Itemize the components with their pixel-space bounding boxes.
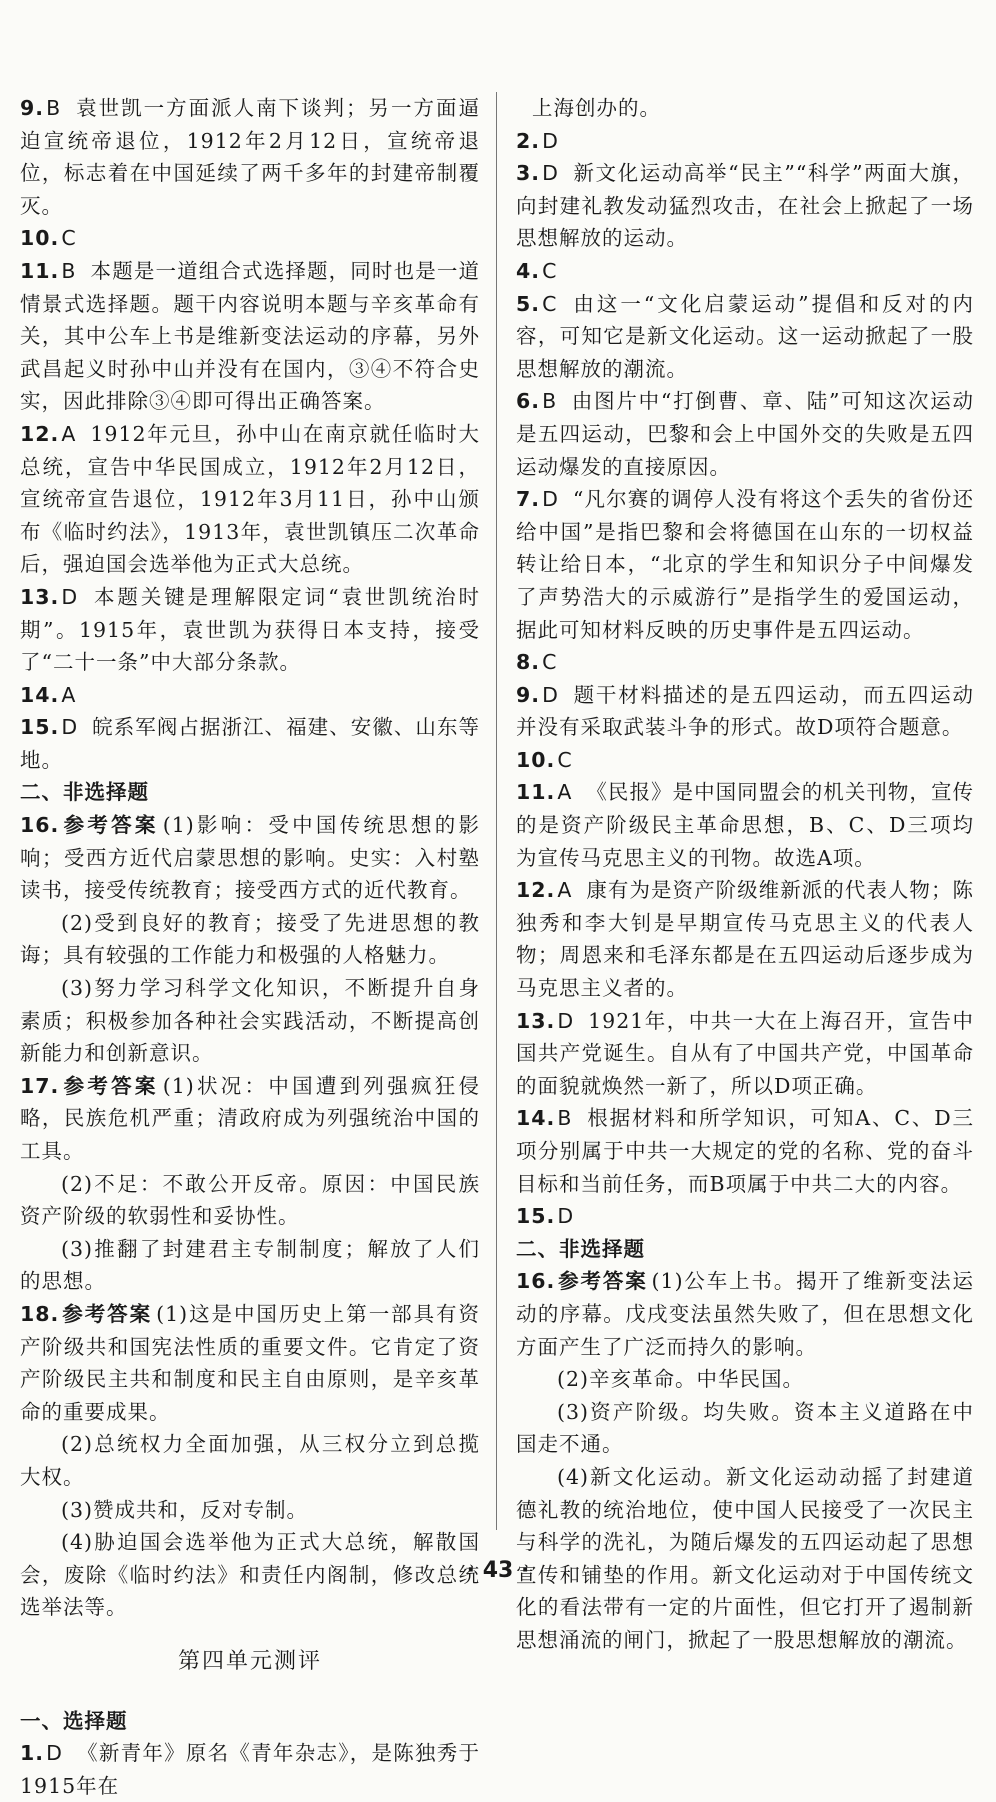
answer-entry	[20, 581, 480, 679]
answer-part: (2)总统权力全面加强，从三权分立到总揽大权。	[20, 1432, 480, 1489]
question-number: 15.	[20, 715, 60, 740]
answer-part: (3)努力学习科学文化知识，不断提升自身素质；积极参加各种社会实践活动，不断提高创新能力和创新意识。	[20, 976, 480, 1066]
answer-entry	[516, 92, 974, 125]
right-answer-list	[516, 92, 974, 1233]
answer-part: (4)胁迫国会选举他为正式大总统，解散国会，废除《临时约法》和责任内阁制，修改总统选举法等。	[20, 1530, 480, 1620]
answer-tag: 参考答案	[61, 1301, 153, 1326]
answer-entry	[516, 874, 974, 1004]
answer-text: (1)影响：受中国传统思想的影响；受西方近代启蒙思想的影响。史实：入村塾读书，接受传统教育；接受西方式的近代教育。	[20, 813, 481, 903]
answer-entry	[20, 418, 480, 581]
answer-letter: D	[542, 161, 559, 186]
column-divider	[496, 92, 497, 1530]
answer-part: (2)不足：不敢公开反帝。原因：中国民族资产阶级的软弱性和妥协性。	[20, 1171, 480, 1229]
answer-text: 根据材料和所学知识，可知A、C、D三项分别属于中共一大规定的党的名称、党的奋斗目标和当前任务，而B项属于中共二大的内容。	[516, 1106, 974, 1196]
question-number: 10.	[20, 226, 60, 251]
page-number: · 43 ·	[466, 1558, 530, 1583]
answer-entry	[516, 1200, 974, 1233]
answer-text: 本题关键是理解限定词“袁世凯统治时期”。1915年，袁世凯为获得日本支持，接受了“二十一条”中大部分条款。	[20, 584, 480, 675]
answer-text: “凡尔赛的调停人没有将这个丢失的省份还给中国”是指巴黎和会将德国在山东的一切权益转让给日本，“北京的学生和知识分子中间爆发了声势浩大的示威游行”是指学生的爱国运动，据此可知材料反映的历史事件是五四运动。	[516, 487, 974, 642]
answer-letter: C	[542, 291, 558, 316]
answer-entry	[516, 157, 974, 255]
answer-entry	[516, 255, 974, 288]
answer-part: (3)推翻了封建君主专制制度；解放了人们的思想。	[20, 1236, 480, 1294]
question-number: 3.	[516, 161, 541, 186]
answer-letter: C	[542, 258, 558, 283]
question-number: 11.	[516, 780, 556, 805]
answer-part: (4)新文化运动。新文化运动动摇了封建道德礼教的统治地位，使中国人民接受了一次民主与科学的洗礼，为随后爆发的五四运动起了思想宣传和铺垫的作用。新文化运动对于中国传统文化的看法带有一定的片面性，但它打开了遏制新思想涌流的闸门，掀起了一股思想解放的潮流。	[516, 1464, 974, 1652]
answer-letter: D	[557, 1008, 575, 1033]
question-number: 10.	[516, 747, 556, 772]
answer-text: 《民报》是中国同盟会的机关刊物，宣传的是资产阶级民主革命思想，B、C、D三项均为宣传马克思主义的刊物。故选A项。	[516, 780, 974, 870]
question-number: 12.	[516, 878, 556, 903]
answer-letter: D	[542, 487, 559, 512]
question-number: 6.	[516, 389, 541, 414]
right-question-16	[516, 1265, 974, 1656]
answer-letter: B	[557, 1106, 573, 1131]
left-column	[20, 92, 480, 1802]
answer-tag: 参考答案	[61, 1073, 159, 1098]
left-last-entry	[20, 1737, 480, 1802]
left-section-heading-nonchoice: 二、非选择题	[20, 780, 149, 805]
answer-text: 《新青年》原名《青年杂志》，是陈独秀于1915年在	[20, 1741, 480, 1798]
answer-entry	[516, 1005, 974, 1103]
answer-entry	[20, 222, 480, 255]
answer-entry	[516, 385, 974, 483]
question-number: 14.	[516, 1106, 556, 1131]
answer-letter: D	[542, 128, 559, 153]
question-number: 18.	[20, 1301, 60, 1326]
answer-text: 1912年元旦，孙中山在南京就任临时大总统，宣告中华民国成立，1912年2月12日，宣统帝宣告退位，1912年3月11日，孙中山颁布《临时约法》，1913年，袁世凯镇压二次革命后，强迫国会选举他为正式大总统。	[20, 421, 480, 577]
question-number: 17.	[20, 1073, 60, 1098]
answer-entry	[516, 679, 974, 744]
answer-text: 袁世凯一方面派人南下谈判；另一方面逼迫宣统帝退位，1912年2月12日，宣统帝退位，标志着在中国延续了两千多年的封建帝制覆灭。	[20, 96, 480, 218]
answer-text: 由这一“文化启蒙运动”提倡和反对的内容，可知它是新文化运动。这一运动掀起了一股思想解放的潮流。	[516, 291, 974, 381]
answer-entry	[20, 255, 480, 418]
answer-text: (1)这是中国历史上第一部具有资产阶级共和国宪法性质的重要文件。它肯定了资产阶级民主共和制度和民主自由原则，是辛亥革命的重要成果。	[20, 1301, 480, 1424]
answer-text: 新文化运动高举“民主”“科学”两面大旗，向封建礼教发动猛烈攻击，在社会上掀起了一场思想解放的运动。	[516, 161, 974, 251]
question-number: 14.	[20, 682, 60, 707]
question-number: 16.	[20, 813, 60, 838]
answer-text: 本题是一道组合式选择题，同时也是一道情景式选择题。题干内容说明本题与辛亥革命有关，其中公车上书是维新变法运动的序幕，另外武昌起义时孙中山并没有在国内，③④不符合史实，因此排除③④即可得出正确答案。	[20, 258, 480, 414]
answer-letter: A	[557, 780, 573, 805]
answer-entry	[516, 483, 974, 646]
answer-entry	[20, 92, 480, 222]
answer-tag: 参考答案	[61, 813, 159, 838]
question-number: 13.	[516, 1008, 556, 1033]
question-number: 9.	[20, 96, 45, 120]
question-number: 5.	[516, 291, 541, 316]
unit-title: 第四单元测评	[177, 1648, 322, 1674]
question-number: 7.	[516, 487, 541, 512]
answer-letter: D	[557, 1204, 575, 1229]
answer-text: 皖系军阀占据浙江、福建、安徽、山东等地。	[20, 715, 480, 772]
left-question-16	[20, 809, 480, 1070]
right-column	[516, 92, 974, 1657]
answer-letter: B	[542, 389, 558, 414]
answer-text: 由图片中“打倒曹、章、陆”可知这次运动是五四运动，巴黎和会上中国外交的失败是五四运动爆发的直接原因。	[516, 389, 974, 479]
left-question-17	[20, 1070, 480, 1298]
answer-part: (3)资产阶级。均失败。资本主义道路在中国走不通。	[516, 1399, 974, 1457]
question-number: 12.	[20, 421, 60, 446]
answer-letter: C	[542, 650, 558, 675]
answer-part: (2)辛亥革命。中华民国。	[557, 1367, 805, 1392]
answer-entry	[516, 1102, 974, 1200]
question-number: 15.	[516, 1204, 556, 1229]
answer-entry	[516, 776, 974, 874]
answer-part: (3)赞成共和，反对专制。	[61, 1497, 309, 1522]
answer-letter: A	[61, 682, 77, 707]
answer-entry	[516, 646, 974, 679]
answer-letter: C	[61, 226, 77, 251]
left-answer-list	[20, 92, 480, 776]
question-number: 16.	[516, 1269, 556, 1294]
answer-entry	[20, 711, 480, 776]
question-number: 2.	[516, 128, 541, 153]
answer-text: (1)状况：中国遭到列强疯狂侵略，民族危机严重；清政府成为列强统治中国的工具。	[20, 1073, 481, 1163]
answer-letter: A	[557, 878, 573, 903]
right-section-heading-nonchoice: 二、非选择题	[516, 1236, 645, 1261]
question-number: 13.	[20, 584, 60, 609]
answer-letter: B	[61, 258, 77, 283]
answer-text: 1921年，中共一大在上海召开，宣告中国共产党诞生。自从有了中国共产党，中国革命的面貌就焕然一新了，所以D项正确。	[516, 1008, 974, 1098]
answer-entry	[516, 288, 974, 386]
question-number: 4.	[516, 258, 541, 283]
answer-text: 康有为是资产阶级维新派的代表人物；陈独秀和李大钊是早期宣传马克思主义的代表人物；周恩来和毛泽东都是在五四运动后逐步成为马克思主义者的。	[516, 878, 974, 1001]
answer-letter: D	[542, 682, 559, 707]
answer-entry	[516, 125, 974, 158]
answer-letter: A	[61, 421, 77, 446]
question-number: 1.	[20, 1741, 45, 1766]
answer-letter: D	[61, 715, 79, 740]
answer-letter: C	[557, 747, 573, 772]
answer-letter: D	[61, 584, 79, 609]
question-number: 9.	[516, 682, 541, 707]
answer-entry	[20, 679, 480, 712]
answer-letter: D	[46, 1741, 63, 1766]
answer-entry	[516, 744, 974, 777]
answer-text: 上海创办的。	[532, 96, 661, 120]
answer-letter: B	[46, 96, 62, 120]
left-section-heading-choice: 一、选择题	[20, 1708, 128, 1733]
answer-part: (2)受到良好的教育；接受了先进思想的教诲；具有较强的工作能力和极强的人格魅力。	[20, 910, 480, 968]
question-number: 8.	[516, 650, 541, 675]
answer-tag: 参考答案	[557, 1269, 648, 1294]
question-number: 11.	[20, 258, 60, 283]
answer-text: 题干材料描述的是五四运动，而五四运动并没有采取武装斗争的形式。故D项符合题意。	[516, 682, 974, 740]
answer-text: (1)公车上书。揭开了维新变法运动的序幕。戊戌变法虽然失败了，但在思想文化方面产生了广泛而持久的影响。	[516, 1269, 974, 1359]
